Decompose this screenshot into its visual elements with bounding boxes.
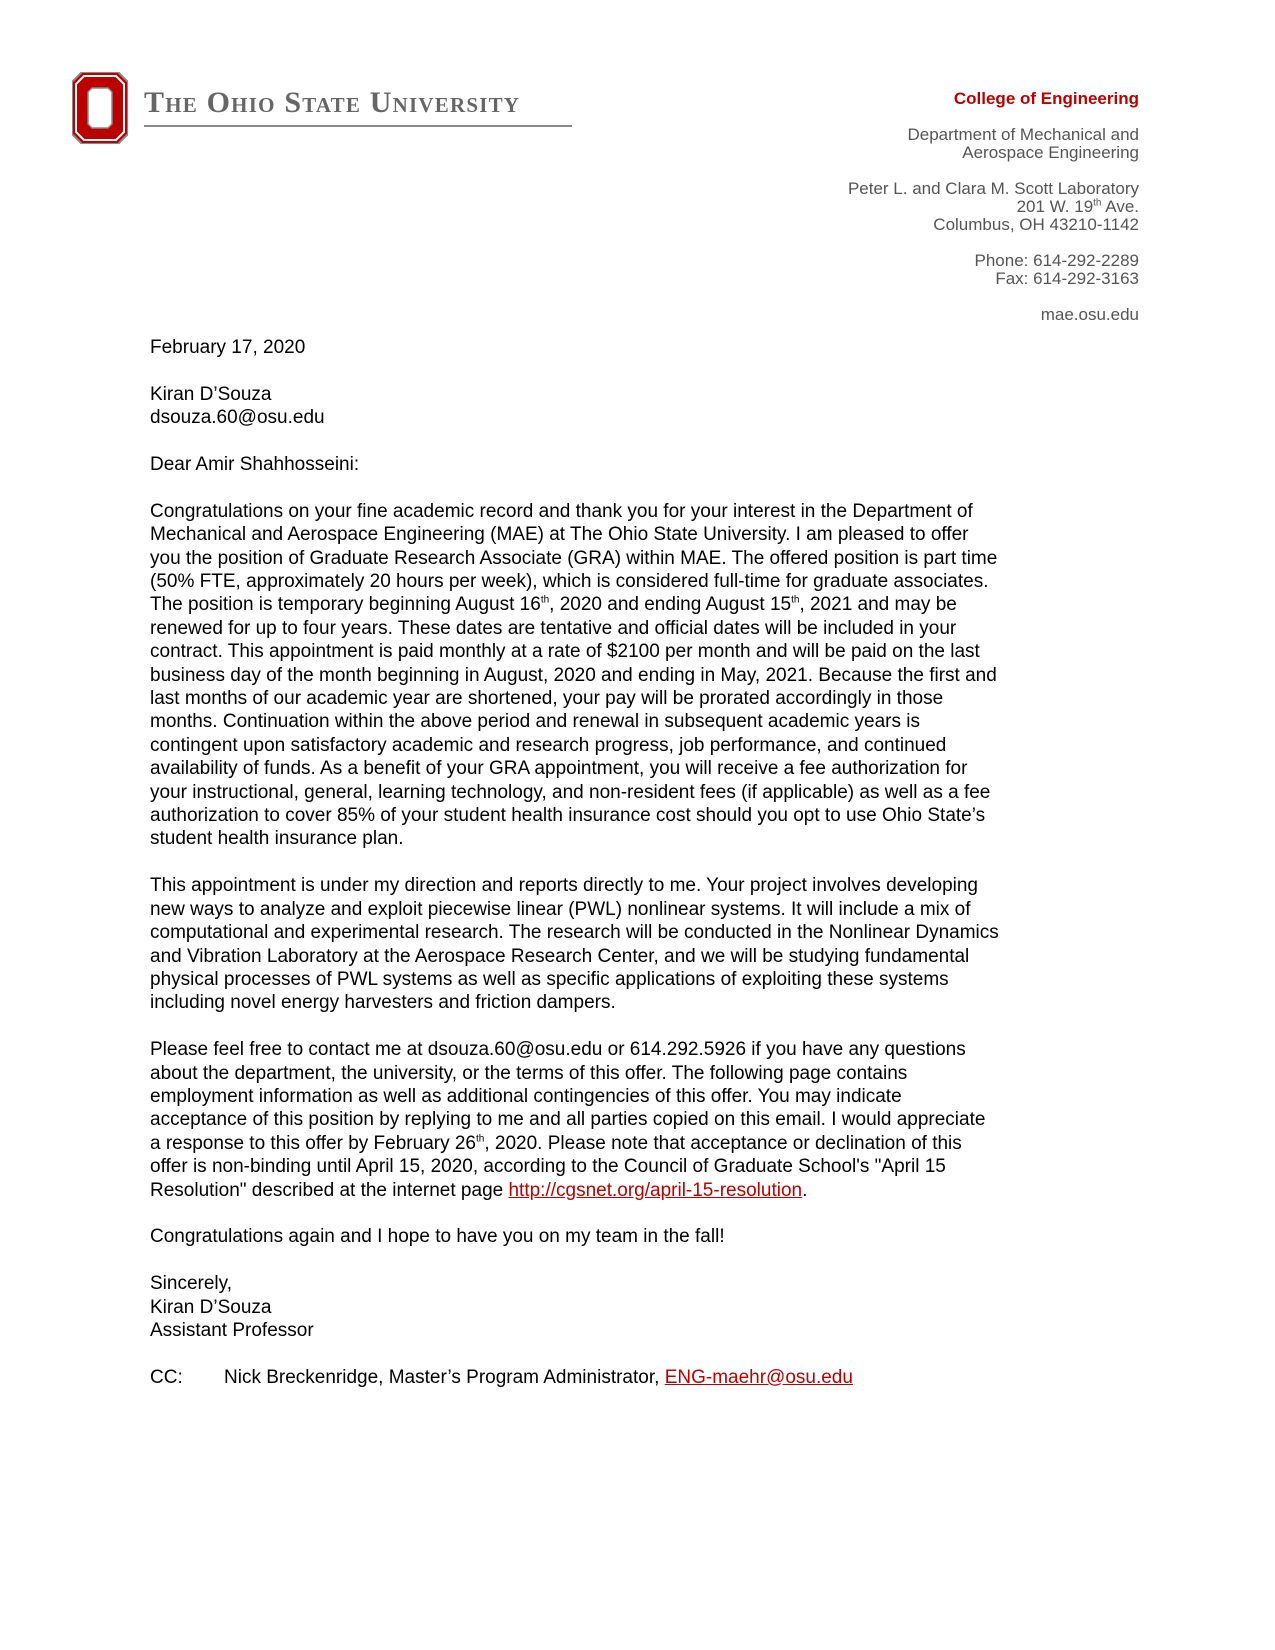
text-span: a response to this offer by February 26 bbox=[150, 1132, 476, 1154]
text-span: , 2021 and may be bbox=[799, 594, 957, 616]
text-line: Please feel free to contact me at dsouza.60@osu.edu or 614.292.5926 if you have any questions bbox=[150, 1039, 966, 1061]
text-line: including novel energy harvesters and friction dampers. bbox=[150, 992, 616, 1014]
text-line: Mechanical and Aerospace Engineering (MAE) at The Ohio State University. I am pleased to offer bbox=[150, 524, 969, 546]
cc-recipient bbox=[224, 1366, 853, 1389]
cc-text: Nick Breckenridge, Master’s Program Administrator, bbox=[224, 1366, 665, 1388]
street bbox=[848, 198, 1139, 216]
text-span: , 2020. Please note that acceptance or declination of this bbox=[484, 1132, 962, 1154]
department-line: Department of Mechanical and bbox=[907, 125, 1139, 144]
text-line: computational and experimental research. The research will be conducted in the Nonlinear Dynamics bbox=[150, 922, 999, 944]
block-o-icon bbox=[72, 72, 128, 144]
letterhead bbox=[848, 90, 1139, 324]
text-line: physical processes of PWL systems as well as specific applications of exploiting these systems bbox=[150, 968, 949, 990]
street-text: Ave. bbox=[1101, 197, 1139, 216]
university-wordmark: The Ohio State University bbox=[144, 86, 521, 119]
text-line: months. Continuation within the above period and renewal in subsequent academic years is bbox=[150, 711, 920, 733]
department-line: Aerospace Engineering bbox=[962, 143, 1139, 162]
text-line: Congratulations on your fine academic record and thank you for your interest in the Department of bbox=[150, 500, 973, 522]
text-span: The position is temporary beginning August 16 bbox=[150, 594, 541, 616]
text-span: Resolution" described at the internet page bbox=[150, 1179, 509, 1201]
sender-email: dsouza.60@osu.edu bbox=[150, 407, 325, 429]
osu-logo bbox=[72, 72, 572, 144]
text-line bbox=[150, 1179, 1070, 1202]
text-sup: th bbox=[791, 595, 800, 607]
sender-block bbox=[150, 383, 1070, 430]
cc-line bbox=[150, 1366, 1070, 1389]
text-line bbox=[150, 1132, 1070, 1155]
sender-name: Kiran D’Souza bbox=[150, 383, 272, 405]
paragraph-project bbox=[150, 874, 1070, 1014]
text-line: This appointment is under my direction and reports directly to me. Your project involves developing bbox=[150, 875, 978, 897]
signoff: Sincerely, bbox=[150, 1273, 233, 1295]
cc-label: CC: bbox=[150, 1366, 183, 1388]
street-text: 201 W. 19 bbox=[1016, 197, 1094, 216]
letter-body bbox=[150, 336, 1070, 1389]
text-line: contract. This appointment is paid monthly at a rate of $2100 per month and will be paid on the last bbox=[150, 641, 980, 663]
text-line: authorization to cover 85% of your student health insurance cost should you opt to use Ohio State’s bbox=[150, 805, 986, 827]
text-line: acceptance of this position by replying to me and all parties copied on this email. I would appreciate bbox=[150, 1109, 986, 1131]
salutation: Dear Amir Shahhosseini: bbox=[150, 454, 360, 475]
closing-line: Congratulations again and I hope to have you on my team in the fall! bbox=[150, 1226, 725, 1248]
text-line: about the department, the university, or the terms of this offer. The following page contains bbox=[150, 1062, 908, 1084]
paragraph-contact bbox=[150, 1038, 1070, 1202]
text-line: availability of funds. As a benefit of your GRA appointment, you will receive a fee authorization for bbox=[150, 758, 968, 780]
signer-title: Assistant Professor bbox=[150, 1319, 314, 1341]
department bbox=[848, 126, 1139, 162]
text-line: student health insurance plan. bbox=[150, 828, 404, 850]
paragraph-offer bbox=[150, 500, 1070, 851]
text-line: new ways to analyze and exploit piecewise linear (PWL) nonlinear systems. It will include a mix of bbox=[150, 898, 971, 920]
text-line: renewed for up to four years. These dates are tentative and official dates will be included in your bbox=[150, 617, 957, 639]
text-line: contingent upon satisfactory academic and research progress, job performance, and continued bbox=[150, 734, 947, 756]
date: February 17, 2020 bbox=[150, 337, 306, 358]
text-sup: th bbox=[540, 595, 550, 607]
text-line: your instructional, general, learning technology, and non-resident fees (if applicable) as well as a fee bbox=[150, 781, 991, 803]
contact bbox=[848, 252, 1139, 288]
text-line: (50% FTE, approximately 20 hours per week), which is considered full-time for graduate associates. bbox=[150, 571, 989, 593]
city: Columbus, OH 43210-1142 bbox=[933, 215, 1139, 234]
text-line: and Vibration Laboratory at the Aerospace Research Center, and we will be studying fundamental bbox=[150, 945, 970, 967]
text-span: , 2020 and ending August 15 bbox=[549, 594, 792, 616]
college-name: College of Engineering bbox=[953, 89, 1139, 108]
text-line: you the position of Graduate Research Associate (GRA) within MAE. The offered position is part time bbox=[150, 547, 998, 569]
street-sup: th bbox=[1093, 197, 1102, 209]
text-line: employment information as well as additional contingencies of this offer. You may indicate bbox=[150, 1085, 902, 1107]
phone: Phone: 614-292-2289 bbox=[974, 251, 1139, 270]
text-line bbox=[150, 593, 1070, 616]
signer-name: Kiran D’Souza bbox=[150, 1296, 272, 1318]
address bbox=[848, 180, 1139, 234]
wordmark-rule bbox=[144, 125, 572, 127]
april-15-resolution-link[interactable]: http://cgsnet.org/april-15-resolution bbox=[508, 1179, 803, 1201]
building: Peter L. and Clara M. Scott Laboratory bbox=[847, 179, 1139, 198]
cc-email-link[interactable]: ENG-maehr@osu.edu bbox=[664, 1366, 853, 1388]
text-sup: th bbox=[476, 1133, 485, 1145]
website: mae.osu.edu bbox=[1040, 305, 1139, 324]
text-line: offer is non-binding until April 15, 2020, according to the Council of Graduate School's "April 15 bbox=[150, 1156, 946, 1178]
text-line: business day of the month beginning in August, 2020 and ending in May, 2021. Because the first and bbox=[150, 664, 997, 686]
fax: Fax: 614-292-3163 bbox=[995, 269, 1139, 288]
text-line: last months of our academic year are shortened, your pay will be prorated accordingly in those bbox=[150, 688, 944, 710]
signature-block bbox=[150, 1272, 1070, 1342]
text-span: . bbox=[802, 1179, 808, 1201]
